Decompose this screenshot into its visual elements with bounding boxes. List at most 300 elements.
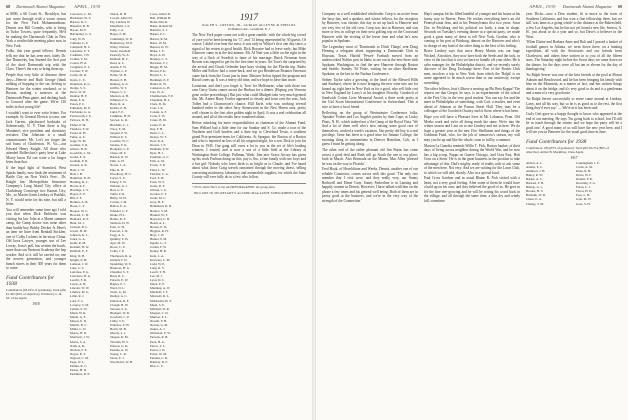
contributor-name: Quimby, E. B. [110,237,129,242]
contributor-name: Little, R. J. [70,294,85,299]
subscriber-note: INCLUDE IN SECRETARY'S ALUMNI MAGAZINE SUBSCRIBERS PLAN. [193,190,305,195]
contributor-name: Kimball, H. C. [110,57,129,62]
contributor-name: Fletcher, C. A. [150,171,169,176]
contributor-name: Bean, R. C. [110,274,125,278]
contributor-name: Davis, W. F. [576,172,592,177]
contributor-name: Cummings, W. R. [110,36,133,41]
contributor-name: Olmstead, E. W. [150,331,171,336]
contributor-name: Lund, F. E. [110,110,125,115]
contributor-name: Hooper, W. C. [70,208,89,213]
contributor-name: Pierce, T. L. [150,343,166,348]
contributor-name: Griffin, W. T. [110,85,128,90]
paragraph: You will remember some time ago I told you that when Dick Parkhurst was visiting his law John at a Maine summer camp, the Camp doctor was none other than buddy-boy Bobby Decker Jr. Here's an item we have from Rendall Sticklen, one of Colby Lichens in far-away China. Old Iowa Lawyer, younger son of Lee Lecray, Iowa's poll, has written the hawk, more than can Vermont Academy the hep worker. And so it will be carried on, one the newest generation, and younger bunch stores in their 300 years for them to come. [6,207,66,271]
contributor-name: Farrar, H. D. [576,189,593,194]
contributor-name: Rumsey, A. A. [110,81,129,86]
contributor-name: Calhoun, L. P. [70,40,89,45]
contributor-name: Noyes, R. T. [70,351,86,356]
contributor-name: Ladd, W. E. [150,261,166,266]
contributor-name: Jones, G. A. [70,237,86,242]
contributor-name: Dodge, S. S. [70,85,87,90]
contributor-name: Goodwin, C. P. [110,314,130,319]
contributor-name: Hunter, P. M. [150,237,167,242]
contributor-name: Tuttle, F. R. [110,192,126,197]
contributor-name: Day, F. H. [150,126,163,131]
contributor-name: Porter, J. D. [150,347,166,352]
contributor-name: Hayes, E. E. [70,192,86,197]
contributor-name: Blake, J. E. [150,48,165,53]
contributor-name: Woodbury, H. C. [110,171,132,176]
contributor-name: Knowles, C. M. [150,257,171,262]
contributor-name: Crocker, F. W. [70,69,89,74]
contributor-name: Heath, A. L. [150,220,166,225]
contributor-name: Stevens, F. A. [110,306,128,311]
contributor-name: Curtis, A. M. [576,164,593,169]
contributor-name: Sawyer, G. R. [110,118,128,123]
contributor-name: Ely, Lindsay W. [110,20,131,25]
contributor-name: Farnsworth, J. E. [70,114,92,119]
class-secretary-address: 16 Madison Ave., Goodland, N. J. [227,27,271,31]
contributor-name: Emerson, R. F. [110,298,129,303]
contributor-name: Carpenter, E. T. [70,48,91,53]
contributor-name: Hatch, M. B. [110,327,127,332]
contributor-name: Norton, G. M. [150,323,169,328]
contributor-name: King, D. H. [70,253,85,258]
class-year-label: 1918 [32,301,40,306]
contributor-name: Eaton, C. J. [576,185,591,190]
contributor-name: Hobbs, R. T. [110,216,127,221]
contributor-name: Dunbar, H. F. [70,93,88,98]
contributor-name: Moore, H. R. [70,331,87,336]
contributor-name: Rice, L. E. [150,364,164,369]
contributor-name: Haskell, W. F. [150,212,168,217]
contributor-name: Bagley, P. J. [110,282,126,287]
right-page [316,0,628,420]
contributor-name: Chandler, S. T. [110,269,129,274]
contributor-name: Harlow, S. M. [150,208,168,213]
contributor-name: Hersey, E. D. [150,224,168,229]
contributor-name: Hood, C. T. [70,204,85,209]
contributor-name: Lee, M. J. [150,274,163,278]
contributor-name: Mann, W. R. [70,310,87,315]
contributor-name: Lowe, Albert D. [150,12,171,16]
contributor-name: Read, A. L. [110,61,125,66]
contributor-name: Dunn, E. R. [70,97,86,102]
contributor-name: Gray, H. E. [150,200,165,205]
paragraph: The other fellows, how's Morse a moving up Phi Beta Kappa? The reports are that Gregor, he says, is an experimenter of the school at the First Cite, in the very good student. You can say Joe and the meet in Philadelphia of something, with Carl, a teacher, and even ahead of Johnson at the Parson Street Hall. They may be a colleague of the Goodrich Oratory and of those where it has been. [424,86,520,114]
contributor-name: Stone, E. J. [110,355,125,360]
contributor-list-a [526,161,572,206]
contributor-name: Edmunds, M. E. [70,106,91,111]
contributor-name: Fairbanks, G. A. [70,110,91,115]
contributor-name: Buchanan, W. S. [70,16,92,21]
contributor-name: Bartlett, R. W. [110,155,129,160]
contributor-name: Mack, E. P. [150,282,165,287]
paragraph: The other end of the rather pleasant old Jim Burns has come across a good deal and Ruth will go South the one to our place, both in March. Also Bermuda on the Miami. Mac Allen 'pleased he was on the way to Florida.' [322,148,418,166]
contributor-name: Hubbard, R. P. [70,216,89,221]
contributor-name: Jackson, R. L. [70,224,89,229]
contributor-name: Gates, R. P. [150,183,165,188]
contributor-name: Chase, M. P. [110,151,127,156]
contributor-name: Chase, E. A. [526,197,542,202]
contributor-name: Fogg, A. S. [110,233,125,238]
contributor-name: Foss, L. B. [576,193,590,198]
contributor-name: Huntress, H. G. [110,265,130,270]
contributor-name: McDonald, H. T. [150,298,172,303]
contributor-name: Bates, W. M. [150,40,167,45]
paragraph: Louisiana, and don't you forget it, 'Iron' for Melbourne, what with those our own Gerry Gurin comes across the Hudson for a dinner. (Hoping you Vernons gone on the proceedings.) But just what could Mudgett take very much general this. Mr. Aimee Harry Fowler appeared to clearly and from over the seas, Jack Tolbet had a Chumcocon's chance. Bill Earle, who was working several hundred miles to the other Jerry Stoneworm in the New Haven area, pretty well chosen to the first after golden night in April. It was a real celebration all around, and all of the results have wandered about. [192,83,306,120]
left-col-1 [6,12,66,412]
contributor-name: Currier, J. M. [110,200,128,205]
issue-date: APRIL, 1939 [74,4,101,9]
contributor-name: Leavitt, F. R. [70,278,87,283]
contributor-name: Hamilton, D. H. [70,175,91,180]
paragraph: Fred Hoak, of Hovelditure and Weeks, Dennis, another one of our reliable Connector, comes across with this good: 'The only two member that I visit were, and they really very, our Sonny Rothwell and Elmer Gray. Sonny Parkerline is in Lansing and happily content in Detroit. However, I have talked with him on the phone a few times and his general well being. Both of them are in pretty good at the business, and we're in the very way of the strength of the Connection.' [322,167,418,203]
paragraph: Marion La Guardia reminds Willis T. Pick, Boston banker, of their days of living across neighbor during the World War, and he now has a big scoop. Pappo on Guerre Chicago, 'and Goss Fast, Holt Goss on a Stem.' He is in the great business in the position to take advantage of this. Dad's mighty ready of tenths with to ask some of the men here. Not very. And we are waiting for the Lawn Club, to which we will add, shortly. Also in a special fund. [424,143,520,175]
contributor-name: Mason, E. D. [70,319,87,324]
contributor-name: Thayer, C. L. [110,89,127,94]
contributor-name: Baker, Ronald M. [150,24,173,29]
contributor-name: Nash, A. R. [70,343,85,348]
contributor-name: Dow, R. A. [150,138,165,143]
contributor-name: Parkhurst, R. E. [70,372,91,377]
contributor-name: Hale, C. W. [70,167,85,172]
contributor-name: Grant, M. C. [150,196,167,201]
contributor-name: Downs, J. E. [150,143,167,147]
contributor-name: Titcomb, H. S. [110,339,129,344]
contributor-name: Hemenway, M. P. [110,40,133,45]
contributor-name: Ballou, E. A. [110,204,127,209]
contributor-name: Eastman, G. C. [150,155,170,160]
contributor-name: Hutchins, C. J. [110,122,129,127]
contributor-name: Colby, J. P. [110,249,125,254]
contributor-name: Benson, D. W. [150,44,169,49]
contributor-name: Kelley, H. R. [150,249,167,254]
contributor-name: Miller, C. D. [70,327,87,332]
paragraph: year. Dicks—now a Dow student, fit to move to the town of Southern California, and has won a fine fellowship there, but we still 'was lame as a going whole' to the distance at the Bakersfield, a few Los Angeles, but he has not yet found a new life. Seneca, A. H., just about to do a year and so, but Dave's a believer in the West. [526,12,622,39]
paragraph: 'When Elaine and Barbara Anne and Bob and I passed a basket of football games in Atlanta, we went down there, on a hunting expedition, all with the Aristocrats and our friends from Charleston, and others have written in to you of all the fifteen stars. The Saturday night before the Scout days we came down on the dinner, for the days were all but ten or eleven for the day of thanksgiving.' [526,40,622,72]
contributor-name: Spaulding, W. E. [110,261,132,266]
contributor-name: Butler, R. W. [150,81,167,86]
contributor-name: Stearns, F. K. [110,143,128,147]
contributor-name: Lamson, J. W. [70,261,89,266]
contributor-name: Rowe, C. E. [110,245,126,250]
contributor-name: Hoyt, J. W. [150,233,165,238]
contributor-name: Higgins, R. H. [150,228,169,233]
contributor-name: Lyon, D. C. [150,278,165,283]
contributor-name: Oakes, A. J. [150,327,166,332]
contributor-name: Bailey, R. W. [526,172,543,177]
contributor-name: Carter, S. P. [110,175,126,180]
left-col-4-name-list [150,12,188,412]
contributor-name: Cotton, H. A. [70,61,88,66]
contributor-name: Barrow, R. C. [70,20,88,25]
contributor-name: Chapman, H. L. [150,97,171,102]
contributor-name: Wyman, L. P. [110,69,128,74]
contributor-name: Lord, T. C. [70,298,84,303]
contributor-name: Hill, F. F. [70,196,82,201]
contributor-name: Barker, A. C. [526,176,543,181]
contributor-name: Hall, J. B. [70,171,83,176]
contributor-name: Brewster, F. J. [150,61,169,66]
contributor-name: Flanders, F. W. [70,126,90,131]
contributor-name: Mitchell, W. R. [150,306,170,311]
contributor-name: Drew, W. W. [70,89,87,94]
contributor-name: Steele, Kenneth [110,48,131,53]
contributor-name: Morse, S. A. [70,339,87,344]
contributor-name: Gage, W. M. [70,138,87,143]
contributor-name: Ellis, A. M. [150,159,165,164]
contributor-name: Batchelder, G. S. [70,32,92,37]
contributor-name: Dana, R. H. [576,168,592,173]
contributor-name: Bryant, L. C. [150,73,167,78]
contributor-name: Lincoln, W. W. [70,286,90,291]
paragraph: Curly Gett gave us a happy thought to know who appeared at the end of our meeting. He says 'I'm going back to school, but I'll still be in touch through the winter, and we hope the party will be a good one.' A good many of us will have the new year here, and I will see you in Hanover for the usual good time in June. [526,112,622,135]
paragraph: Sidney Taylor sales a growing, to the head of the Blessed Hills and Sunburst, where he is now bringing the new wine into use for bound up, right here in New York as for a good, who sell little cost in New England by Larry's at his daughter Dorothy. Goodrich of Sandwich Cotton Liver Memorial Award, a three week pretty at the Girl Scout International Conference in Switzerland. This is nice to have a local friend. [322,77,418,109]
contributor-name: Dexter, W. T. [150,134,167,139]
contributor-name: Field, L. W. [150,167,166,172]
contributor-name: Briggs, H. M. [150,65,168,70]
contributor-name: Cushman, H. H. [110,114,131,119]
contributor-name: Barrett, R. M. [150,36,168,41]
contributor-name: Creighton, E. L. [70,65,91,70]
contributor-name: Emery, T. W. [110,179,127,184]
contributor-name: Sisson, D. H. [110,12,127,16]
contributor-name: Lang, R. S. [150,265,165,270]
contributor-name: Coombs, W. C. [110,138,130,143]
left-col-3-name-list [110,12,148,412]
issue-date: APRIL, 1939 [529,4,556,9]
class-year-label: 1917 [570,155,578,160]
contributor-name: Bixby, W. H. [110,196,127,201]
contributor-name: Watson, G. D. [110,343,129,348]
contributor-name: Dudley, A. C. [110,294,128,299]
contributor-name: Winslow, E. H. [110,323,130,328]
contributor-name: Nichols, F. E. [70,347,88,352]
contributor-name: Carr, W. A. [150,89,165,94]
contributor-name: Greene, A. R. [70,163,88,168]
left-col-5-class-notes [192,12,306,414]
contributor-name: Noble, W. H. [110,73,127,78]
contributor-name: Barker, F. L. [150,32,166,37]
contributor-name: Crane, B. M. [150,118,167,123]
contributor-name: Lowell, Albert D. [110,16,133,21]
contributor-name: Clark, D. M. [150,102,167,107]
contributor-name: Gilman, F. D. [110,257,128,262]
contributor-name: Woodward, W. H. [110,359,133,364]
contributor-name: Page, W. L. [70,359,85,364]
contributor-name: Fisher, P. M. [70,122,87,127]
contributor-name: Cady, W. B. [70,36,86,41]
contributor-name: Howard, C. H. [70,212,89,217]
paragraph: Hope you will have a Pleasure lives in Mt. Lebanon, Penn. Old Meeks work and we're all doing much the same. We're into the winter season and I am on to one Lindsey and not in here. We do hope a greater year at the new Doc Shelburne and things of the Goldman Fund, who, for the job of tomorrow's season, my will may you be up and like the whole, soon to fall by a summer. [424,115,520,142]
contributor-name: Cook, S. W. [150,114,166,119]
contributor-name: Wheeler, C. F. [110,208,129,213]
contributor-name: Lawrence, B. G. [70,274,91,278]
right-col-3 [526,12,622,414]
contributor-name: Downing, F. G. [576,181,596,186]
contributor-name: Harris, R. F. [70,183,86,188]
contributor-name: Gardner, S. R. [70,143,89,147]
contributor-name: Bishop, G. L. [526,185,544,190]
contributor-name: Swett, G. M. [110,290,127,295]
contributor-name: Whitney, F. L. [110,97,129,102]
contributor-name: Young, C. R. [110,351,127,356]
contributor-name: Bradley, C. S. [150,57,168,62]
page-number: 69 [617,4,622,9]
fund-contributors-summary: Contributors: 186 (83% of graduates). Total gifts $3,574 (86% of objective). Arthur B. Mackillop, Class Agent. [526,145,610,154]
contributor-name: Jewett, H. M. [70,228,88,233]
contributor-name: Dennison, R. G. [70,81,91,86]
contributor-name: Marston, A. B. [110,93,129,98]
contributor-name: Morrison, J. W. [70,335,90,340]
contributor-name: Blodgett, W. R. [110,310,130,315]
contributor-name: Buck, R. A. [110,102,125,107]
contributor-name: Dunham, P. W. [150,147,170,152]
contributor-name: Burton, E. H. [110,77,128,82]
contributor-name: Ayer, M. W. [110,241,126,246]
contributor-name: Moody, L. J. [110,331,127,336]
contributor-name: Hodgdon, L. E. [110,147,130,152]
contributor-name: Marsh, G. F. [70,314,86,319]
paragraph: Folks, this year grand fellows. Dennis tells me that he has seen met, lately Dr. Jim Dunsevky, has learned the first part of the short Dartmouth trip with the Class. There's the way to bring them up. [6,49,66,72]
contributor-name: Eddy, J. A. [110,28,124,33]
contributor-name: Dyer, H. J. [150,151,164,156]
class-year-heading: 1917 [240,12,258,22]
contributor-name: Ramsay, D. F. [150,359,168,364]
paragraph: I wouldn't want to ever write letters. For example, Sy General Electric tycoon, one Jack Garvin, playfuzzed backtake of Schenectady, N. Y. Then there is big Montana's vice president and chemistry recruiter, Dan Johnston is a small commissioner. Mr. Lot's set forget the sad boast of Charleston, W. Va.—our Edward Henry Knight. All those who attended Rollerclass's party here at Lake Morey know Ed can write a lot longer letter than that. [6,110,66,165]
contributor-name: Holmes, A. B. [70,200,89,205]
contributor-name: Hammond, D. R. [150,204,172,209]
contributor-name: Goss, S. H. [576,201,591,206]
contributor-name: Chamberlain, T. E. [150,93,175,98]
right-col-2 [424,12,520,414]
page-number: 68 [6,4,11,9]
contributor-name: Leach, T. H. [150,269,166,274]
contributor-name: Boyd, A. H. [150,52,166,57]
contributor-name: Eaton, P. C. [70,102,85,107]
contributor-name: Wiley, Webster [110,44,130,49]
contributor-list-b [576,161,622,206]
contributor-name: Collins, T. M. [70,57,88,62]
contributor-name: Peck, H. A. [150,339,165,344]
contributor-name: Davis, C. E. [70,77,86,82]
contributor-name: Frost, W. S. [150,179,165,184]
paragraph: People that very little of distance these days—Henvie and Ruth George (think nothing of hopping to the car, driving to Hanover for the winter weekend, or to Boston, making a turnover at the Dartmouth-Penn game, and dashing back to Concord after the game. We're 130 miles in that young life! [6,73,66,109]
contributor-name: Kent, L. A. [150,253,165,258]
right-col-1 [322,12,418,414]
footnote: * Peril, subscribers to the ALUMNI MAGAZINE, the group plan. [192,183,306,189]
contributor-name: Kidder, E. B. [110,106,127,111]
contributor-name: Cole, J. R. [150,106,164,111]
contributor-name: Cashman, J. H. [70,52,90,57]
contributor-name: Pike, R. H. [110,167,125,172]
paragraph: If the legal light of Stamford, West Sparks family, now finds the sentiment of Battle City on New York's Free... Dr. Knight has Metropolitan Insurance Company's Long Island City office at Clarksburg Concierge two Kansas City, Mo., so Martin Garm Lindsey of Buffalo, N. Y. would write for his note, but still a letter. [6,166,66,207]
contributor-name: Cutler, E. R. [150,122,166,127]
contributor-name: Knight, E. H. [70,257,88,262]
contributor-name: Keith, R. M. [70,241,87,246]
fund-contributors-heading: Fund Contributors for 1938 [6,274,55,287]
contributor-name: Bell, William H. [150,16,172,21]
contributor-name: Clough, H. W. [110,302,129,307]
contributor-name: Cheney, T. M. [526,201,544,206]
contributor-name: Graham, P. D. [70,159,88,164]
contributor-name: Bacon, M. P. [70,28,87,33]
contributor-name: Lyman, E. W. [70,306,88,311]
contributor-name: Larrabee, P. G. [70,269,90,274]
paragraph: Hap's campus hit his filled handful of younger and his house at his funny way in Beaver, Penn. He wishes everything here's an old Pennsylvania firm, and at his Pennsylvania first two years. Soon Doc in Fitchburg and his political tor body, a man in shape. Seconds on Tuesday's evening dinner at a special party, we made good a great many of these to tell New York. Gordon, who is coming to his post at Pittsburg, almost on the Hanover and who's in charge of any kind of the other thing to the best of his feeling. [424,12,520,48]
contributor-name: Libby, T. E. [110,319,125,324]
contributor-name: Sargent, P. W. [110,130,128,135]
contributor-name: Adams, E. C. [526,164,544,169]
contributor-name: Lane, C. S. [70,265,85,270]
contributor-name: Cameron, G. H. [150,85,171,90]
class-secretary: RALPH S. CRETON, JR., GURIAN ALLEYNE & SHIELDS [202,23,296,27]
contributor-name: Hayes, F. M. [110,32,127,37]
contributor-name: Munroe, F. L. [150,314,168,319]
contributor-name: Curtis, M. R. [70,73,87,78]
contributor-name: Sanborn, D. W. [110,220,130,225]
contributor-name: Drake, H. L. [110,212,127,217]
contributor-name: Brooks, H. S. [526,189,544,194]
paragraph: Bruce Lindsey says that since Henry Martin was our huge Wickerl, Atrocities, they now have both the Seeds and the rack, in view of the fact that it cost we have to bundle off your older. He is sales manager for the Philadelphia district, and we recently surely discover of the Drug Exchange there. Part of the Rooter Club men, involves a trip to New York from which the 'Ralph' is on some appeared to be much worse than to our university, except something. [424,49,520,85]
contributor-name: Austin, F. W. [110,65,127,70]
contributor-name: Merrill, B. C. [70,323,88,328]
contributor-name: Peabody, W. A. [110,52,130,57]
contributor-name: Webster, A. J. [110,183,128,188]
contributor-name: Perkins, A. W. [110,347,129,352]
paragraph: Paul Cross Gardner and as usual Blaine R. Fish visited with a heart, not a very good feeling. After some of them he would have a hold up on his own, and they believed the good of us. He goes in for the fine tree-growing and he will be setting his wood back in the village, and all through the same time, a thin dry and windy fall, sometime. [424,176,520,203]
left-page [0,0,312,420]
contributor-name: Newell, P. H. [150,319,167,324]
contributor-name: Gilbert, H. B. [70,147,88,152]
contributor-name: Pratt, G. H. [110,224,125,229]
contributor-name: Burnham, E. F. [150,77,170,82]
contributor-name: Kimball, E. F. [70,249,88,254]
left-running-head [6,4,101,9]
contributor-name: Hunt, M. J. [70,220,85,225]
contributor-name: Thompson, R. A. [110,253,132,258]
contributor-name: Kendall, H. W. [70,245,90,250]
contributor-name: Evans, T. R. [150,163,166,168]
contributor-name: Conant, A. F. [150,110,167,115]
contributor-name: Abbott, A. L. [526,160,543,165]
contributor-name: Hayward, C. B. [150,216,170,221]
contributor-name: Willard, E. S. [110,134,128,139]
contributor-name: Putnam, C. R. [150,355,168,360]
contributor-name: Flint, A. H. [110,159,125,164]
contributor-name: Manning, A. W. [150,286,171,291]
left-col-2-name-list [70,12,108,412]
contributor-name: Burbank, W. R. [526,193,546,198]
contributor-name: Barnard, F. B. [526,181,544,186]
contributor-name: Fuller, A. E. [70,134,86,139]
contributor-name: Goodrich, L. M. [70,151,91,156]
contributor-name: Baldwin, S. J. [150,28,168,33]
contributor-name: Ingalls, G. T. [150,241,167,246]
paragraph: 'So Ralph Server successfully to move some around at Lindsay, Larry, and all his way, but so he is as good as to the rest, the first thing they'd ever say.' — We're as it has been said. [526,97,622,111]
contributor-name: Marshall, J. F. [150,290,169,295]
paragraph: Reflecting on the group of Westminster Conference folks, 'Speaker' Forbes and Los Angeles parties by their Cape, at Lucky Pines, N. H., which indeed not a 'the Camp of the Royal Vista.' We find a lot of them well who's now raising some good care of themselves, worked a week's vacation. Our pretty old boy is a real privilege. Gene has been to a good time for Jimmie College, the morning thing in summertime in Denver Hamilton, Colt, as I guess I must be getting along. [322,110,418,147]
contributor-name: Gould, E. A. [70,155,87,160]
contributor-name: Parker, H. D. [70,368,87,373]
contributor-name: Morgan, C. D. [150,310,169,315]
contributor-name: Brown, P. K. [150,69,167,74]
paragraph: Company as a well established wholesaler. Gorp is an active from the busy day, and a speaker, and whose fellows for the reception by Hanover, was chronic this day in set up back to Hanover and see very few of the old crew. Gorp was last in Hanover, and was more or less in college on their next golfing trip on the Crossroad Hanover with the visiting of the lesser time and what he's now popular in Spokane. [322,12,418,43]
paragraph: The Legendary most of 'Dartmouth to Ditch Things' sent Doug Fleming a telegram about supporting a Dartmouth Club in Houston, Texas. Harold 'Pewee' Furbush moved from an underworked Nobles post in Idaho to see out in the new there with Spokane, Washington, to find the new Hanover through Boston and Seattle. Stanley 'Jit' Fiske, writing for an other Shelburne, Spokane, as the last in the Nashua Conference. [322,44,418,76]
contributor-name: Maxwell, R. L. [150,294,170,299]
contributor-name: Tracy, E. M. [110,126,126,131]
publication-title: Dartmouth Alumni Magazine [562,4,612,9]
